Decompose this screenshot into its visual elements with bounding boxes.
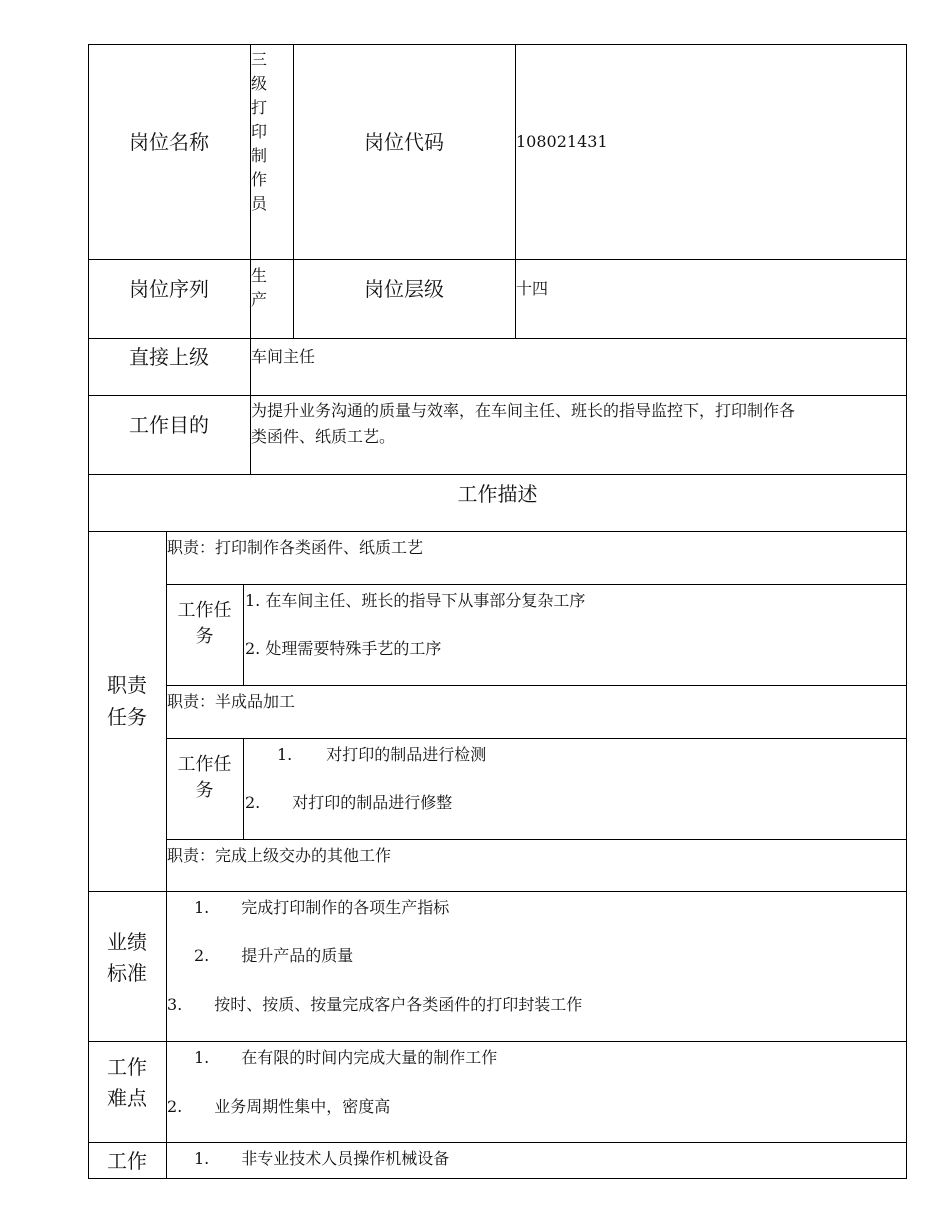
row-divider bbox=[166, 685, 907, 686]
description-header: 工作描述 bbox=[457, 482, 538, 506]
row-divider bbox=[166, 584, 907, 585]
list-text: 按时、按质、按量完成客户各类函件的打印封装工作 bbox=[214, 995, 583, 1014]
row-divider bbox=[88, 395, 907, 396]
performance-item-1 bbox=[194, 896, 449, 920]
col-divider bbox=[243, 584, 244, 686]
performance-label-2: 标准 bbox=[107, 961, 147, 985]
list-number: 2. bbox=[167, 1097, 183, 1116]
row-divider bbox=[88, 531, 907, 532]
row-divider bbox=[88, 1142, 907, 1143]
list-number: 2. bbox=[194, 946, 210, 965]
duties-label-1: 职责 bbox=[107, 673, 147, 697]
duty-2-task-1 bbox=[277, 743, 486, 767]
difficulties-label-1: 工作 bbox=[107, 1055, 147, 1079]
task-label-2b: 务 bbox=[195, 780, 214, 801]
col-divider bbox=[243, 738, 244, 840]
list-text: 完成打印制作的各项生产指标 bbox=[241, 898, 450, 917]
post-level-label: 岗位层级 bbox=[364, 277, 444, 301]
difficulty-item-2 bbox=[167, 1095, 390, 1119]
post-name-value: 三级打印制作员 bbox=[251, 50, 268, 213]
duties-label-2: 任务 bbox=[107, 705, 147, 729]
list-number: 3. bbox=[167, 995, 183, 1014]
duty-1-task-1: 1. 在车间主任、班长的指导下从事部分复杂工序 bbox=[245, 591, 586, 610]
performance-item-3 bbox=[167, 993, 582, 1017]
row-divider bbox=[88, 891, 907, 892]
duty-1: 职责：打印制作各类函件、纸质工艺 bbox=[167, 538, 424, 557]
duty-2: 职责：半成品加工 bbox=[167, 692, 296, 711]
list-text: 非专业技术人员操作机械设备 bbox=[241, 1149, 450, 1168]
list-text: 在有限的时间内完成大量的制作工作 bbox=[241, 1048, 498, 1067]
duty-3: 职责：完成上级交办的其他工作 bbox=[167, 846, 392, 865]
list-text: 对打印的制品进行检测 bbox=[326, 745, 487, 764]
duty-2-task-2 bbox=[245, 791, 452, 815]
environment-item-1 bbox=[194, 1147, 449, 1171]
supervisor-label: 直接上级 bbox=[129, 345, 209, 369]
list-number: 1. bbox=[194, 1149, 210, 1168]
purpose-line-1: 为提升业务沟通的质量与效率，在车间主任、班长的指导监控下，打印制作各 bbox=[251, 401, 796, 420]
post-series-label: 岗位序列 bbox=[129, 277, 209, 301]
list-text: 业务周期性集中，密度高 bbox=[214, 1097, 391, 1116]
post-name-label: 岗位名称 bbox=[129, 130, 209, 154]
purpose-label: 工作目的 bbox=[129, 413, 209, 437]
post-code-value: 108021431 bbox=[516, 132, 608, 151]
row-divider bbox=[88, 474, 907, 475]
list-number: 2. bbox=[245, 793, 261, 812]
row-divider bbox=[88, 338, 907, 339]
duty-1-task-2: 2. 处理需要特殊手艺的工序 bbox=[245, 639, 442, 658]
post-series-value: 生产 bbox=[251, 266, 268, 309]
post-code-label: 岗位代码 bbox=[364, 130, 444, 154]
list-text: 提升产品的质量 bbox=[241, 946, 354, 965]
task-label-2a: 工作任 bbox=[177, 754, 232, 775]
difficulties-label-2: 难点 bbox=[107, 1086, 147, 1110]
list-text: 对打印的制品进行修整 bbox=[292, 793, 453, 812]
row-divider bbox=[166, 839, 907, 840]
row-divider bbox=[88, 259, 907, 260]
list-number: 1. bbox=[194, 1048, 210, 1067]
list-number: 1. bbox=[194, 898, 210, 917]
row-divider bbox=[166, 738, 907, 739]
list-number: 1. bbox=[277, 745, 293, 764]
task-label-1b: 务 bbox=[195, 626, 214, 647]
task-label-1a: 工作任 bbox=[177, 600, 232, 621]
row-divider bbox=[88, 1041, 907, 1042]
post-level-value: 十四 bbox=[516, 279, 549, 298]
performance-label-1: 业绩 bbox=[107, 930, 147, 954]
environment-label: 工作 bbox=[107, 1149, 147, 1173]
supervisor-value: 车间主任 bbox=[251, 347, 316, 366]
performance-item-2 bbox=[194, 944, 353, 968]
difficulty-item-1 bbox=[194, 1046, 497, 1070]
purpose-line-2: 类函件、纸质工艺。 bbox=[251, 427, 396, 446]
